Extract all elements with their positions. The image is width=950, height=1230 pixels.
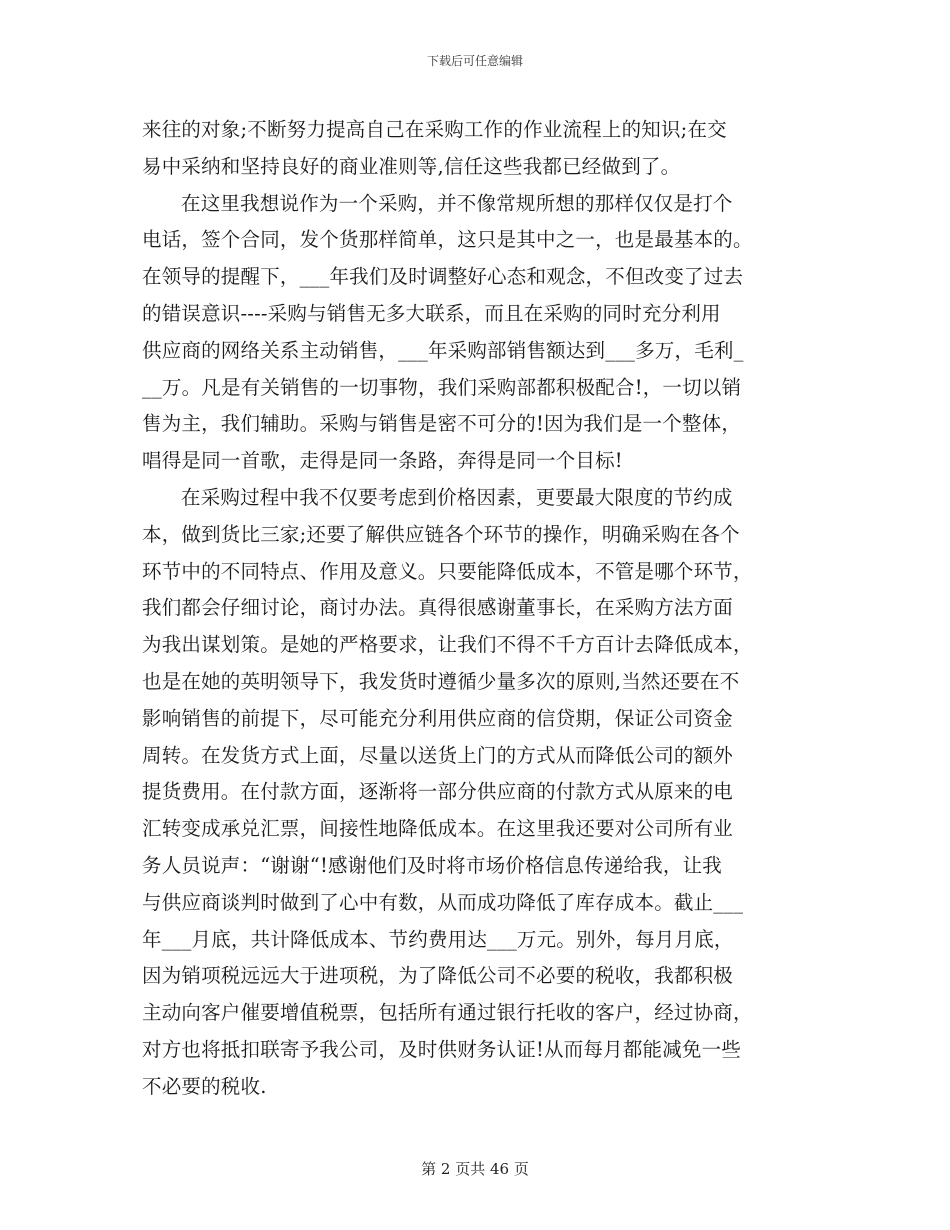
text-line: 易中采纳和坚持良好的商业准则等,信任这些我都已经做到了。 — [142, 154, 681, 178]
text-line: 在领导的提醒下，___年我们及时调整好心态和观念，不但改变了过去 — [142, 265, 744, 289]
text-line: 在这里我想说作为一个采购，并不像常规所想的那样仅仅是打个 — [181, 191, 733, 215]
text-line: 务人员说声：“谢谢“!感谢他们及时将市场价格信息传递给我，让我 — [142, 853, 722, 877]
text-line: 我们都会仔细讨论，商讨办法。真得很感谢董事长，在采购方法方面 — [142, 596, 734, 620]
text-line: 影响销售的前提下，尽可能充分利用供应商的信贷期，保证公司资金 — [142, 706, 734, 730]
page-header: 下载后可任意编辑 — [426, 54, 523, 68]
document-body — [142, 112, 814, 1106]
text-line: 唱得是同一首歌，走得是同一条路，奔得是同一个目标! — [142, 449, 623, 473]
text-line: 汇转变成承兑汇票，间接性地降低成本。在这里我还要对公司所有业 — [142, 817, 734, 841]
text-line: 也是在她的英明领导下，我发货时遵循少量多次的原则,当然还要在不 — [142, 669, 740, 693]
text-line: 来往的对象;不断努力提高自己在采购工作的作业流程上的知识;在交 — [142, 118, 727, 141]
text-line: 环节中的不同特点、作用及意义。只要能降低成本，不管是哪个环节， — [142, 559, 753, 583]
page-number-footer: 第 2 页共 46 页 — [421, 1160, 529, 1178]
text-line: 对方也将抵扣联寄予我公司，及时供财务认证!从而每月都能减免一些 — [142, 1037, 742, 1061]
text-line: 电话，签个合同，发个货那样简单，这只是其中之一，也是最基本的。 — [142, 228, 753, 252]
text-line: 主动向客户催要增值税票，包括所有通过银行托收的客户，经过协商， — [142, 1001, 753, 1025]
text-line: 本，做到货比三家;还要了解供应链各个环节的操作，明确采购在各个 — [142, 522, 740, 546]
text-line: 不必要的税收. — [142, 1074, 267, 1098]
text-line: 售为主，我们辅助。采购与销售是密不可分的!因为我们是一个整体， — [142, 412, 742, 436]
text-line: 提货费用。在付款方面，逐渐将一部分供应商的付款方式从原来的电 — [142, 780, 734, 804]
text-line: __万。凡是有关销售的一切事物，我们采购部都积极配合!，一切以销 — [142, 375, 742, 399]
text-line: 因为销项税远远大于进项税，为了降低公司不必要的税收，我都积极 — [142, 964, 734, 988]
text-line: 的错误意识----采购与销售无多大联系，而且在采购的同时充分利用 — [142, 301, 721, 325]
text-line: 与供应商谈判时做到了心中有数，从而成功降低了库存成本。截止___ — [142, 890, 744, 914]
text-line: 年___月底，共计降低成本、节约费用达___万元。别外，每月月底， — [142, 927, 734, 951]
text-line: 为我出谋划策。是她的严格要求，让我们不得不千方百计去降低成本， — [142, 633, 753, 657]
text-line: 供应商的网络关系主动销售，___年采购部销售额达到___多万，毛利_ — [142, 338, 744, 362]
text-line: 周转。在发货方式上面，尽量以送货上门的方式从而降低公司的额外 — [142, 743, 734, 767]
text-line: 在采购过程中我不仅要考虑到价格因素，更要最大限度的节约成 — [181, 485, 733, 509]
